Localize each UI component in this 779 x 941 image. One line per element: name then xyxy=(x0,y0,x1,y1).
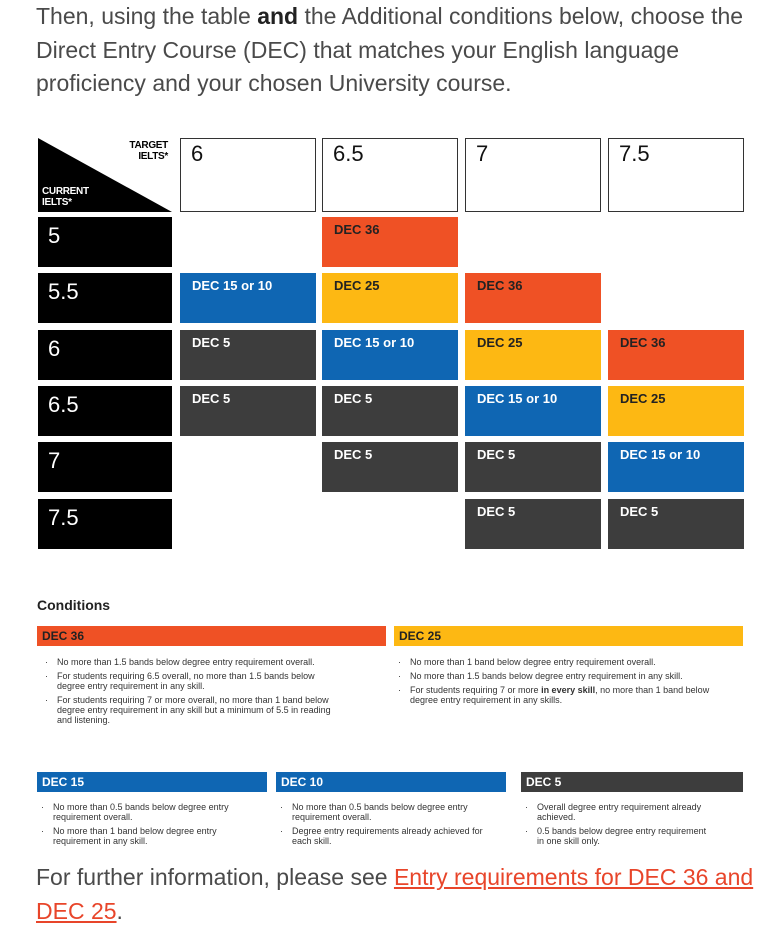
corner-current-label: CURRENT IELTS* xyxy=(42,186,89,208)
item-bold-text: in every skill xyxy=(541,685,596,695)
dec5-conditions-list xyxy=(521,802,711,850)
current-row-header: 7 xyxy=(38,442,172,492)
dec-cell: DEC 5 xyxy=(608,499,744,549)
intro-text-2: the Additional conditions below, choose the Direct Entry Course (DEC) that matches your English language proficiency and your chosen University course. xyxy=(36,3,744,96)
list-item: · No more than 1.5 bands below degree entry requirement overall. xyxy=(41,657,341,667)
dec36-condition-bar: DEC 36 xyxy=(37,626,386,646)
dec25-condition-bar: DEC 25 xyxy=(394,626,743,646)
dec-cell: DEC 5 xyxy=(180,330,316,380)
dec-cell: DEC 5 xyxy=(322,442,458,492)
target-header-7: 7 xyxy=(465,138,601,212)
dec-cell: DEC 15 or 10 xyxy=(180,273,316,323)
dec-cell: DEC 36 xyxy=(465,273,601,323)
target-header-6-5: 6.5 xyxy=(322,138,458,212)
current-row-header: 7.5 xyxy=(38,499,172,549)
dec15-condition-bar: DEC 15 xyxy=(37,772,267,792)
dec-cell: DEC 5 xyxy=(322,386,458,436)
dec-cell: DEC 25 xyxy=(322,273,458,323)
list-item: · No more than 0.5 bands below degree entry requirement overall. xyxy=(37,802,262,822)
conditions-title: Conditions xyxy=(37,597,111,613)
dec-cell: DEC 36 xyxy=(322,217,458,267)
list-item: · For students requiring 6.5 overall, no more than 1.5 bands below degree entry requirement in any skill. xyxy=(41,671,341,691)
dec-cell: DEC 5 xyxy=(180,386,316,436)
current-row-header: 5 xyxy=(38,217,172,267)
footer-text: For further information, please see xyxy=(36,864,394,890)
dec-cell: DEC 5 xyxy=(465,442,601,492)
footer-end: . xyxy=(116,898,123,924)
intro-text-1: Then, using the table xyxy=(36,3,258,29)
corner-target-label: TARGET IELTS* xyxy=(129,140,168,162)
dec-cell: DEC 15 or 10 xyxy=(608,442,744,492)
list-item: · For students requiring 7 or more overall, no more than 1 band below degree entry requirement in any skill but a minimum of 5.5 in reading and listening. xyxy=(41,695,341,725)
intro-bold: and xyxy=(257,3,299,29)
list-item: · Degree entry requirements already achieved for each skill. xyxy=(276,826,501,846)
list-item: · 0.5 bands below degree entry requirement in one skill only. xyxy=(521,826,711,846)
entry-requirements-link[interactable]: Entry requirements for DEC 36 and DEC 25 xyxy=(36,864,754,924)
target-header-6: 6 xyxy=(180,138,316,212)
list-item: · No more than 1 band below degree entry requirement in any skill. xyxy=(37,826,262,846)
dec-cell: DEC 15 or 10 xyxy=(322,330,458,380)
dec-cell: DEC 25 xyxy=(608,386,744,436)
list-item: · Overall degree entry requirement already achieved. xyxy=(521,802,711,822)
list-item: · No more than 0.5 bands below degree entry requirement overall. xyxy=(276,802,501,822)
dec-cell: DEC 25 xyxy=(465,330,601,380)
dec36-conditions-list xyxy=(41,657,341,729)
dec10-condition-bar: DEC 10 xyxy=(276,772,506,792)
dec10-conditions-list xyxy=(276,802,501,850)
dec5-condition-bar: DEC 5 xyxy=(521,772,743,792)
dec25-conditions-list xyxy=(394,657,739,709)
dec-cell: DEC 15 or 10 xyxy=(465,386,601,436)
list-item: · No more than 1.5 bands below degree entry requirement in any skill. xyxy=(394,671,739,681)
current-row-header: 6 xyxy=(38,330,172,380)
list-item: · No more than 1 band below degree entry requirement overall. xyxy=(394,657,739,667)
footer-paragraph xyxy=(36,860,756,928)
intro-paragraph xyxy=(36,0,766,101)
table-corner-header xyxy=(38,138,172,212)
item-text: , no more than 1 band below degree entry requirement in any skills. xyxy=(410,685,710,705)
target-header-7-5: 7.5 xyxy=(608,138,744,212)
dec15-conditions-list xyxy=(37,802,262,850)
current-row-header: 6.5 xyxy=(38,386,172,436)
dec-cell: DEC 36 xyxy=(608,330,744,380)
current-row-header: 5.5 xyxy=(38,273,172,323)
dec-cell: DEC 5 xyxy=(465,499,601,549)
list-item xyxy=(394,685,739,705)
item-text: For students requiring 7 or more xyxy=(410,685,542,695)
